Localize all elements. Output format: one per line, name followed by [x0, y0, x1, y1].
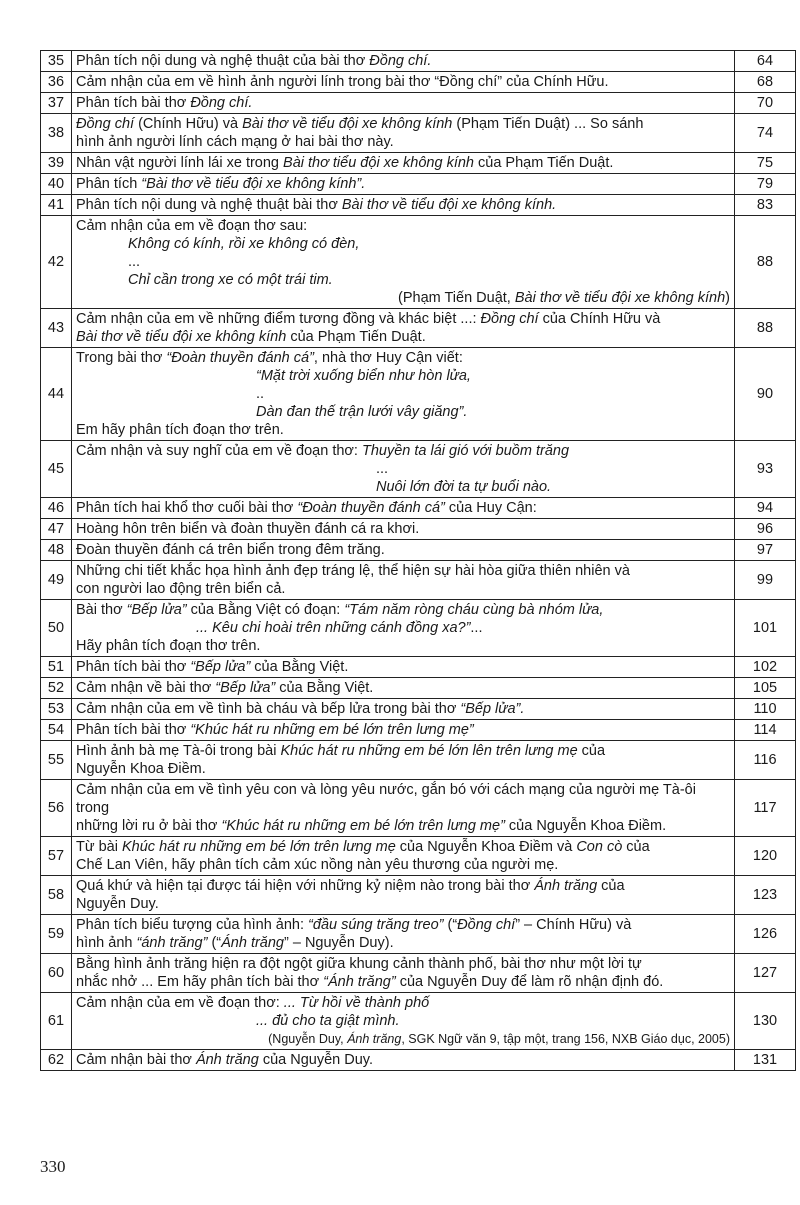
table-row [41, 174, 796, 195]
title-text: Cảm nhận của em về tình yêu con và lòng yêu nước, gắn bó với cách mạng của người mẹ Tà-ôi trong [76, 782, 696, 816]
title-text: Hoàng hôn trên biển và đoàn thuyền đánh cá ra khơi. [76, 521, 420, 537]
title-text: của Bằng Việt có đoạn: [186, 602, 345, 618]
title-line [76, 817, 730, 835]
row-title [72, 51, 735, 72]
title-line [76, 520, 730, 538]
title-text: “Bếp lửa” [126, 602, 187, 618]
title-text: Phân tích hai khổ thơ cuối bài thơ [76, 500, 298, 516]
title-text: Bài thơ về tiểu đội xe không kính. [341, 197, 557, 213]
title-line [76, 385, 730, 403]
title-line [76, 133, 730, 151]
row-number: 46 [41, 498, 72, 519]
title-text: hình ảnh người lính cách mạng ở hai bài thơ này. [76, 134, 394, 150]
title-text: “Đoàn thuyền đánh cá” [166, 350, 314, 366]
title-text: của Phạm Tiến Duật. [286, 329, 426, 345]
title-text: “Mặt trời xuống biển như hòn lửa, [256, 368, 471, 384]
title-text: Cảm nhận của em về đoạn thơ: [76, 995, 284, 1011]
table-row [41, 348, 796, 441]
row-number: 38 [41, 114, 72, 153]
title-text: Những chi tiết khắc họa hình ảnh đẹp tráng lệ, thể hiện sự hài hòa giữa thiên nhiên và [76, 563, 630, 579]
title-text: của Nguyễn Duy để làm rõ nhận định đó. [395, 974, 664, 990]
title-text: của Nguyễn Khoa Điềm và [395, 839, 577, 855]
title-line [76, 742, 730, 760]
title-text: Con cò [576, 839, 623, 855]
title-line [76, 175, 730, 193]
title-text: “Bài thơ về tiểu đội xe không kính”. [141, 176, 366, 192]
table-row [41, 699, 796, 720]
title-text: (Phạm Tiến Duật, [398, 290, 515, 306]
row-number: 43 [41, 309, 72, 348]
row-number: 36 [41, 72, 72, 93]
title-text: Đồng chí [480, 311, 539, 327]
row-page: 127 [735, 954, 796, 993]
title-text: Cảm nhận và suy nghĩ của em về đoạn thơ: [76, 443, 362, 459]
title-line [76, 601, 730, 619]
title-text: (Phạm Tiến Duật) ... So sánh [452, 116, 644, 132]
row-title [72, 309, 735, 348]
title-text: hình ảnh [76, 935, 137, 951]
title-line [76, 499, 730, 517]
table-row [41, 114, 796, 153]
title-text: ” – Nguyễn Duy). [284, 935, 394, 951]
row-page: 126 [735, 915, 796, 954]
title-text: Phân tích bài thơ [76, 722, 191, 738]
title-text: “ánh trăng” [136, 935, 208, 951]
title-text: Hãy phân tích đoạn thơ trên. [76, 638, 261, 654]
title-text: Cảm nhận của em về hình ảnh người lính trong bài thơ “Đồng chí” của Chính Hữu. [76, 74, 609, 90]
table-row [41, 51, 796, 72]
table-row [41, 498, 796, 519]
table-row [41, 954, 796, 993]
table-row [41, 720, 796, 741]
title-text: “đầu súng trăng treo” [308, 917, 444, 933]
title-text: nhắc nhở ... Em hãy phân tích bài thơ [76, 974, 324, 990]
table-row [41, 309, 796, 348]
row-page: 116 [735, 741, 796, 780]
row-title [72, 657, 735, 678]
row-title [72, 876, 735, 915]
row-title [72, 837, 735, 876]
title-text: Ánh trăng [195, 1052, 259, 1068]
title-text: con người lao động trên biển cả. [76, 581, 286, 597]
title-text: Bài thơ về tiểu đội xe không kính [76, 329, 287, 345]
row-number: 48 [41, 540, 72, 561]
title-text: những lời ru ở bài thơ [76, 818, 222, 834]
title-text: của Huy Cận: [444, 500, 537, 516]
row-number: 61 [41, 993, 72, 1050]
row-title [72, 993, 735, 1050]
row-title [72, 216, 735, 309]
title-line [76, 403, 730, 421]
row-title [72, 678, 735, 699]
row-title [72, 720, 735, 741]
row-page: 74 [735, 114, 796, 153]
title-text: (“ [207, 935, 222, 951]
row-page: 88 [735, 309, 796, 348]
row-number: 50 [41, 600, 72, 657]
title-line [76, 349, 730, 367]
title-line [76, 721, 730, 739]
table-row [41, 93, 796, 114]
table-row [41, 216, 796, 309]
title-line [76, 916, 730, 934]
row-number: 41 [41, 195, 72, 216]
title-text: “Bếp lửa” [190, 659, 251, 675]
row-title [72, 540, 735, 561]
title-text: “Bếp lửa”. [460, 701, 525, 717]
table-row [41, 780, 796, 837]
row-title [72, 741, 735, 780]
title-line [76, 271, 730, 289]
title-line [76, 328, 730, 346]
row-page: 83 [735, 195, 796, 216]
row-page: 105 [735, 678, 796, 699]
title-text: Phân tích nội dung và nghệ thuật của bài thơ [76, 53, 370, 69]
title-text: ... Từ hồi về thành phố [283, 995, 430, 1011]
title-text: của Nguyễn Khoa Điềm. [504, 818, 667, 834]
table-row [41, 195, 796, 216]
row-number: 52 [41, 678, 72, 699]
title-text: của [577, 743, 606, 759]
title-text: Nhân vật người lính lái xe trong [76, 155, 284, 171]
title-line [76, 895, 730, 913]
title-text: Nguyễn Khoa Điềm. [76, 761, 206, 777]
row-title [72, 174, 735, 195]
title-text: Trong bài thơ [76, 350, 167, 366]
row-title [72, 93, 735, 114]
row-page: 101 [735, 600, 796, 657]
title-text: của Bằng Việt. [275, 680, 374, 696]
title-text: Khúc hát ru những em bé lớn lên trên lưng mẹ [280, 743, 578, 759]
title-text: Phân tích [76, 176, 142, 192]
title-text: Phân tích bài thơ [76, 659, 191, 675]
row-page: 114 [735, 720, 796, 741]
title-line [76, 679, 730, 697]
title-text: Ánh trăng [221, 935, 284, 951]
row-page: 96 [735, 519, 796, 540]
row-title [72, 195, 735, 216]
title-text: Nuôi lớn đời ta tự buổi nào. [376, 479, 552, 495]
row-page: 94 [735, 498, 796, 519]
title-text: “Ánh trăng” [323, 974, 396, 990]
title-line [76, 1030, 730, 1048]
title-text: Cảm nhận bài thơ [76, 1052, 196, 1068]
title-text: Đồng chí [76, 116, 135, 132]
row-page: 120 [735, 837, 796, 876]
title-text: “Tám năm ròng cháu cùng bà nhóm lửa, [344, 602, 604, 618]
title-line [76, 253, 730, 271]
title-text: Hình ảnh bà mẹ Tà-ôi trong bài [76, 743, 281, 759]
title-text: của [597, 878, 625, 894]
title-line [76, 460, 730, 478]
title-text: (“ [443, 917, 458, 933]
title-line [76, 289, 730, 307]
title-line [76, 658, 730, 676]
row-number: 49 [41, 561, 72, 600]
row-page: 90 [735, 348, 796, 441]
table-row [41, 540, 796, 561]
row-page: 64 [735, 51, 796, 72]
title-text: (Nguyễn Duy, [268, 1032, 348, 1046]
title-line [76, 52, 730, 70]
row-title [72, 780, 735, 837]
title-text: ” – Chính Hữu) và [515, 917, 632, 933]
row-title [72, 600, 735, 657]
title-line [76, 934, 730, 952]
title-text: Nguyễn Duy. [76, 896, 159, 912]
row-number: 47 [41, 519, 72, 540]
row-title [72, 561, 735, 600]
row-page: 88 [735, 216, 796, 309]
table-row [41, 741, 796, 780]
title-text: Khúc hát ru những em bé lớn trên lưng mẹ [121, 839, 396, 855]
table-row [41, 72, 796, 93]
title-text: Cảm nhận của em về những điểm tương đồng và khác biệt ...: [76, 311, 481, 327]
title-line [76, 760, 730, 778]
title-text: của Chính Hữu và [538, 311, 661, 327]
title-text: “Đoàn thuyền đánh cá” [297, 500, 445, 516]
row-page: 68 [735, 72, 796, 93]
title-text: Phân tích nội dung và nghệ thuật bài thơ [76, 197, 342, 213]
title-text: Cảm nhận của em về đoạn thơ sau: [76, 218, 308, 234]
row-number: 42 [41, 216, 72, 309]
title-text: Đồng chí. [190, 95, 253, 111]
row-number: 44 [41, 348, 72, 441]
title-line [76, 838, 730, 856]
title-line [76, 235, 730, 253]
contents-table [40, 50, 796, 1071]
row-page: 102 [735, 657, 796, 678]
title-text: Bài thơ về tiểu đội xe không kính [242, 116, 453, 132]
row-number: 55 [41, 741, 72, 780]
row-title [72, 153, 735, 174]
row-page: 79 [735, 174, 796, 195]
row-page: 93 [735, 441, 796, 498]
row-number: 57 [41, 837, 72, 876]
title-line [76, 94, 730, 112]
row-page: 117 [735, 780, 796, 837]
title-line [76, 994, 730, 1012]
title-text: ... [376, 461, 389, 477]
title-text: của Bằng Việt. [250, 659, 349, 675]
title-line [76, 973, 730, 991]
title-text: , nhà thơ Huy Cận viết: [313, 350, 463, 366]
table-row [41, 561, 796, 600]
title-text: (Chính Hữu) và [134, 116, 243, 132]
title-text: Ánh trăng [347, 1032, 402, 1046]
row-page: 75 [735, 153, 796, 174]
title-text: .. [256, 386, 265, 402]
title-text: Thuyền ta lái gió với buồm trăng [361, 443, 570, 459]
table-row [41, 519, 796, 540]
row-number: 40 [41, 174, 72, 195]
title-text: ... [470, 620, 483, 636]
title-line [76, 421, 730, 439]
title-text: Từ bài [76, 839, 122, 855]
title-line [76, 310, 730, 328]
row-page: 99 [735, 561, 796, 600]
row-title [72, 519, 735, 540]
title-text: của [622, 839, 650, 855]
row-title [72, 72, 735, 93]
title-line [76, 442, 730, 460]
title-line [76, 637, 730, 655]
row-page: 130 [735, 993, 796, 1050]
title-text: “Bếp lửa” [215, 680, 276, 696]
table-row [41, 915, 796, 954]
row-title [72, 498, 735, 519]
title-line [76, 856, 730, 874]
title-line [76, 562, 730, 580]
title-text: Quá khứ và hiện tại được tái hiện với những kỷ niệm nào trong bài thơ [76, 878, 535, 894]
table-row [41, 1050, 796, 1071]
row-page: 70 [735, 93, 796, 114]
row-page: 123 [735, 876, 796, 915]
title-text: của Phạm Tiến Duật. [473, 155, 614, 171]
row-number: 35 [41, 51, 72, 72]
row-title [72, 699, 735, 720]
row-title [72, 954, 735, 993]
row-number: 59 [41, 915, 72, 954]
table-row [41, 153, 796, 174]
title-text: Bài thơ [76, 602, 127, 618]
title-text: , SGK Ngữ văn 9, tập một, trang 156, NXB Giáo dục, 2005) [401, 1032, 730, 1046]
title-line [76, 955, 730, 973]
table-row [41, 837, 796, 876]
title-line [76, 700, 730, 718]
title-text: Đồng chí. [369, 53, 432, 69]
title-text: Đoàn thuyền đánh cá trên biển trong đêm trăng. [76, 542, 385, 558]
title-line [76, 781, 730, 817]
page-number: 330 [40, 1157, 66, 1176]
title-line [76, 196, 730, 214]
title-text: ) [725, 290, 730, 306]
row-page: 97 [735, 540, 796, 561]
title-line [76, 1051, 730, 1069]
row-page: 110 [735, 699, 796, 720]
title-line [76, 217, 730, 235]
row-number: 39 [41, 153, 72, 174]
row-number: 60 [41, 954, 72, 993]
title-line [76, 115, 730, 133]
table-of-contents [40, 50, 796, 1071]
row-number: 37 [41, 93, 72, 114]
row-title [72, 1050, 735, 1071]
table-row [41, 993, 796, 1050]
row-number: 53 [41, 699, 72, 720]
row-title [72, 915, 735, 954]
title-text: Bài thơ tiểu đội xe không kính [283, 155, 474, 171]
title-text: “Khúc hát ru những em bé lớn trên lưng mẹ” [190, 722, 474, 738]
row-number: 51 [41, 657, 72, 678]
title-line [76, 541, 730, 559]
table-row [41, 876, 796, 915]
title-text: “Khúc hát ru những em bé lớn trên lưng mẹ” [221, 818, 505, 834]
title-line [76, 1012, 730, 1030]
title-text: Bằng hình ảnh trăng hiện ra đột ngột giữa khung cảnh thành phố, bài thơ như một lời tự [76, 956, 642, 972]
row-title [72, 114, 735, 153]
title-text: ... đủ cho ta giật mình. [256, 1013, 400, 1029]
title-line [76, 154, 730, 172]
row-title [72, 348, 735, 441]
title-text: ... Kêu chi hoài trên những cánh đồng xa?” [196, 620, 471, 636]
title-text: Dàn đan thế trận lưới vây giăng”. [256, 404, 468, 420]
title-line [76, 619, 730, 637]
title-line [76, 580, 730, 598]
title-line [76, 877, 730, 895]
title-text: ... [128, 254, 141, 270]
title-text: Ánh trăng [534, 878, 598, 894]
row-page: 131 [735, 1050, 796, 1071]
title-line [76, 367, 730, 385]
title-text: Cảm nhận của em về tình bà cháu và bếp lửa trong bài thơ [76, 701, 461, 717]
title-text: Chế Lan Viên, hãy phân tích cảm xúc nồng nàn yêu thương của người mẹ. [76, 857, 559, 873]
row-number: 62 [41, 1050, 72, 1071]
row-number: 54 [41, 720, 72, 741]
row-number: 45 [41, 441, 72, 498]
title-text: Phân tích biểu tượng của hình ảnh: [76, 917, 309, 933]
title-line [76, 73, 730, 91]
table-row [41, 441, 796, 498]
title-text: Chỉ cần trong xe có một trái tim. [128, 272, 333, 288]
title-text: Bài thơ về tiểu đội xe không kính [514, 290, 726, 306]
title-text: Em hãy phân tích đoạn thơ trên. [76, 422, 284, 438]
table-row [41, 657, 796, 678]
title-text: Đồng chí [457, 917, 516, 933]
title-text: Không có kính, rồi xe không có đèn, [128, 236, 360, 252]
title-text: Phân tích bài thơ [76, 95, 191, 111]
table-row [41, 600, 796, 657]
row-number: 58 [41, 876, 72, 915]
row-number: 56 [41, 780, 72, 837]
title-text: của Nguyễn Duy. [258, 1052, 374, 1068]
title-text: Cảm nhận về bài thơ [76, 680, 216, 696]
row-title [72, 441, 735, 498]
title-line [76, 478, 730, 496]
table-row [41, 678, 796, 699]
